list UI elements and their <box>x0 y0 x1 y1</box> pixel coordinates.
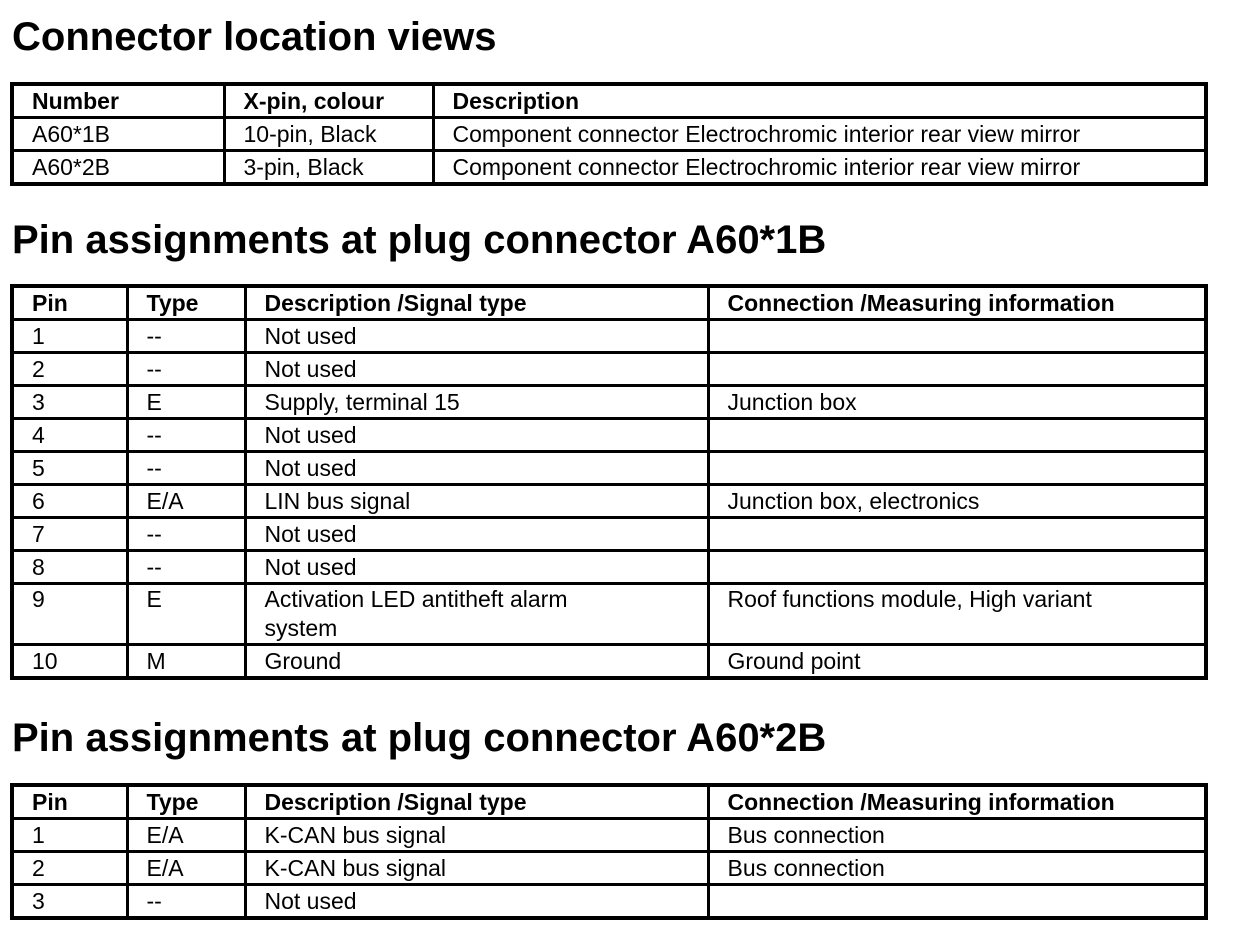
header-description-signal: Description /Signal type <box>245 286 708 320</box>
cell-type: -- <box>127 551 245 584</box>
cell-description: Ground <box>245 645 708 679</box>
table-row <box>12 885 1206 919</box>
table-row <box>12 551 1206 584</box>
header-type: Type <box>127 286 245 320</box>
table-row <box>12 645 1206 679</box>
header-type: Type <box>127 785 245 819</box>
cell-description: Not used <box>245 518 708 551</box>
cell-type: -- <box>127 353 245 386</box>
cell-connection: Roof functions module, High variant <box>708 584 1206 645</box>
cell-pin: 6 <box>12 485 127 518</box>
cell-description: Component connector Electrochromic interior rear view mirror <box>433 151 1206 185</box>
cell-type: -- <box>127 885 245 919</box>
cell-type: E <box>127 386 245 419</box>
pin-assignments-a60-2b-table <box>10 783 1208 920</box>
cell-description: Not used <box>245 419 708 452</box>
cell-description: K-CAN bus signal <box>245 819 708 852</box>
cell-type: -- <box>127 419 245 452</box>
cell-pin: 3 <box>12 885 127 919</box>
table-row <box>12 852 1206 885</box>
cell-connection: Bus connection <box>708 852 1206 885</box>
cell-connection: Ground point <box>708 645 1206 679</box>
cell-description: Not used <box>245 885 708 919</box>
cell-pin: 10 <box>12 645 127 679</box>
cell-type: -- <box>127 452 245 485</box>
section-title-connector-views: Connector location views <box>12 15 497 59</box>
cell-connection <box>708 353 1206 386</box>
header-connection-measuring: Connection /Measuring information <box>708 785 1206 819</box>
cell-pin: 8 <box>12 551 127 584</box>
header-pin: Pin <box>12 286 127 320</box>
header-description-signal: Description /Signal type <box>245 785 708 819</box>
cell-type: -- <box>127 518 245 551</box>
cell-connection: Junction box <box>708 386 1206 419</box>
cell-description: Not used <box>245 353 708 386</box>
cell-description: Not used <box>245 452 708 485</box>
cell-connection <box>708 320 1206 353</box>
cell-connection: Junction box, electronics <box>708 485 1206 518</box>
header-xpin-colour: X-pin, colour <box>224 84 433 118</box>
cell-pin: 9 <box>12 584 127 645</box>
table-row <box>12 819 1206 852</box>
cell-pin: 5 <box>12 452 127 485</box>
header-pin: Pin <box>12 785 127 819</box>
section-title-pins-a60-1b: Pin assignments at plug connector A60*1B <box>12 218 827 262</box>
cell-description: LIN bus signal <box>245 485 708 518</box>
table-row <box>12 452 1206 485</box>
cell-type: -- <box>127 320 245 353</box>
cell-connection <box>708 419 1206 452</box>
table-header-row <box>12 785 1206 819</box>
cell-description: Supply, terminal 15 <box>245 386 708 419</box>
cell-description: Component connector Electrochromic interior rear view mirror <box>433 118 1206 151</box>
table-row <box>12 151 1206 185</box>
cell-pin: 2 <box>12 353 127 386</box>
cell-description: Not used <box>245 320 708 353</box>
pin-assignments-a60-1b-table <box>10 284 1208 680</box>
cell-pin: 4 <box>12 419 127 452</box>
cell-type: M <box>127 645 245 679</box>
header-description: Description <box>433 84 1206 118</box>
cell-type: E <box>127 584 245 645</box>
section-title-pins-a60-2b: Pin assignments at plug connector A60*2B <box>12 716 827 760</box>
header-number: Number <box>12 84 224 118</box>
table-row <box>12 320 1206 353</box>
cell-type: E/A <box>127 819 245 852</box>
cell-number: A60*1B <box>12 118 224 151</box>
table-header-row <box>12 84 1206 118</box>
table-row <box>12 386 1206 419</box>
cell-connection <box>708 885 1206 919</box>
cell-connection: Bus connection <box>708 819 1206 852</box>
cell-pin: 2 <box>12 852 127 885</box>
connector-views-table <box>10 82 1208 186</box>
cell-connection <box>708 551 1206 584</box>
cell-number: A60*2B <box>12 151 224 185</box>
table-row <box>12 518 1206 551</box>
cell-xpin: 3-pin, Black <box>224 151 433 185</box>
table-row <box>12 353 1206 386</box>
cell-pin: 3 <box>12 386 127 419</box>
cell-xpin: 10-pin, Black <box>224 118 433 151</box>
cell-type: E/A <box>127 485 245 518</box>
cell-description: Activation LED antitheft alarm system <box>245 584 708 645</box>
cell-type: E/A <box>127 852 245 885</box>
cell-connection <box>708 518 1206 551</box>
table-header-row <box>12 286 1206 320</box>
cell-pin: 1 <box>12 819 127 852</box>
cell-description: Not used <box>245 551 708 584</box>
table-row <box>12 584 1206 645</box>
table-row <box>12 419 1206 452</box>
table-row <box>12 485 1206 518</box>
cell-pin: 7 <box>12 518 127 551</box>
header-connection-measuring: Connection /Measuring information <box>708 286 1206 320</box>
cell-connection <box>708 452 1206 485</box>
table-row <box>12 118 1206 151</box>
cell-pin: 1 <box>12 320 127 353</box>
cell-description: K-CAN bus signal <box>245 852 708 885</box>
